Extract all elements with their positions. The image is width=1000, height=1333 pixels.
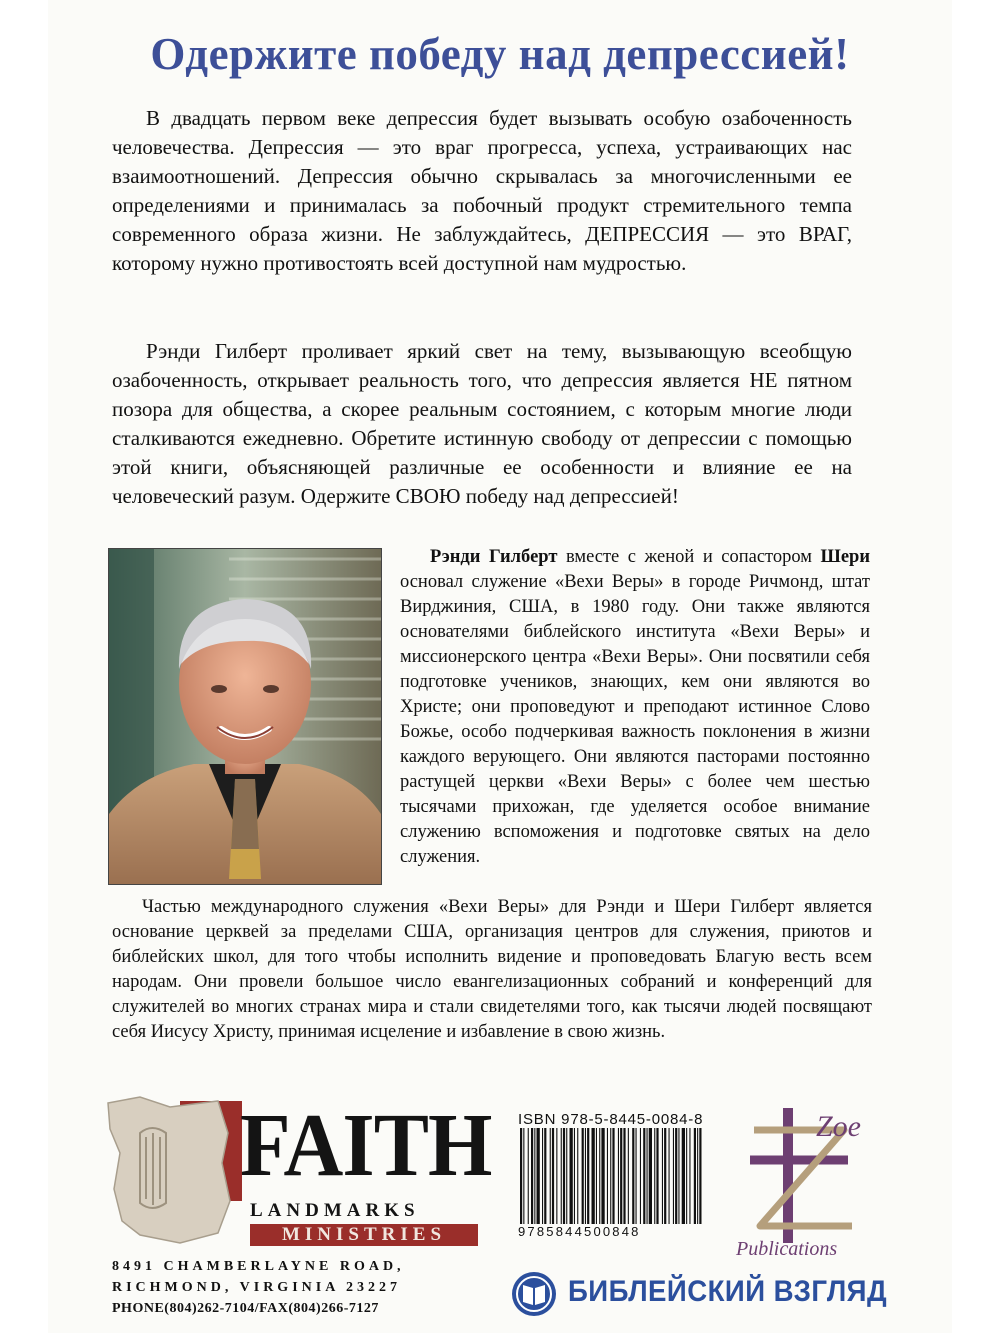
isbn-label: ISBN 978-5-8445-0084-8 [518, 1111, 704, 1128]
bio-text-1: вместе с женой и сопастором [557, 547, 821, 567]
stone-tablet-icon [108, 1097, 230, 1243]
address-city: RICHMOND, VIRGINIA 23227 [112, 1280, 402, 1295]
intro-paragraph-2: Рэнди Гилберт проливает яркий свет на тему, вызывающую всеобщую озабоченность, открывает реальность того, что депрессия является НЕ пятном позора для общества, а скорее реальным состоянием, с которым многие люди сталкиваются ежедневно. Обретите истинную свободу от депрессии с помощью этой книги, объясняющей различные ее особенности и влияние ее на человеческий разум. Одержите СВОЮ победу над депрессией! [112, 339, 852, 508]
bio-text-2: основал служение «Вехи Веры» в городе Ричмонд, штат Вирджиния, США, в 1980 году. Они также являются основателями библейского института «Вехи Веры» и миссионерского центра «Вехи Веры». Они посвятили себя подготовке учеников, знающих, кем они являются во Христе; они проповедуют и преподают истинное Слово Божье, особо подчеркивая важность поклонения в жизни каждого верующего. Они являются пасторами постоянно растущей церкви «Вехи Веры» с более чем шестью тысячами прихожан, где уделяется особое внимание служению вспоможения и подготовке святых на дело служения. [400, 572, 870, 867]
barcode-number: 9785844500848 [518, 1224, 641, 1239]
book-title: Одержите победу над депрессией! [150, 29, 850, 79]
publications-label: Publications [736, 1238, 838, 1260]
book-emblem-icon [510, 1270, 558, 1318]
zoe-mark: Zoe [816, 1110, 861, 1143]
address-street: 8491 CHAMBERLAYNE ROAD, [112, 1259, 405, 1274]
imprint-name: БИБЛЕЙСКИЙ ВЗГЛЯД [568, 1275, 888, 1308]
author-portrait-image [109, 549, 381, 884]
author-bio-continuation: Частью международного служения «Вехи Веры» для Рэнди и Шери Гилберт является основание церквей за пределами США, организация центров для служения, приютов и библейских школ, для того чтобы исполнить видение и проповедовать Благую весть всем народам. Они провели большое число евангелизационных собраний и конференций для служителей во многих странах мира и стали свидетелями того, как тысячи людей посвящают себя Иисусу Христу, принимая исцеление и избавление в свою жизнь. [112, 897, 872, 1042]
author-bio [400, 545, 870, 870]
landmarks-text: LANDMARKS [250, 1200, 420, 1221]
phone-fax: PHONE(804)262-7104/FAX(804)266-7127 [112, 1301, 379, 1316]
zoe-publications-logo [740, 1098, 880, 1258]
wife-name: Шери [820, 547, 870, 567]
intro-paragraph-1: В двадцать первом веке депрессия будет вызывать особую озабоченность человечества. Депрессия — это враг прогресса, успеха, устраивающих нас взаимоотношений. Депрессия обычно скрывалась за многочисленными ее определениями и принималась за побочный продукт стремительного темпа современного образа жизни. Не заблуждайтесь, ДЕПРЕССИЯ — это ВРАГ, которому нужно противостоять всей доступной нам мудростью. [112, 106, 852, 275]
author-name: Рэнди Гилберт [430, 547, 558, 567]
ministries-banner: MINISTRIES [250, 1224, 478, 1246]
barcode [518, 1128, 702, 1224]
author-photo [108, 548, 382, 885]
faith-logo-word: FAITH [240, 1096, 492, 1195]
